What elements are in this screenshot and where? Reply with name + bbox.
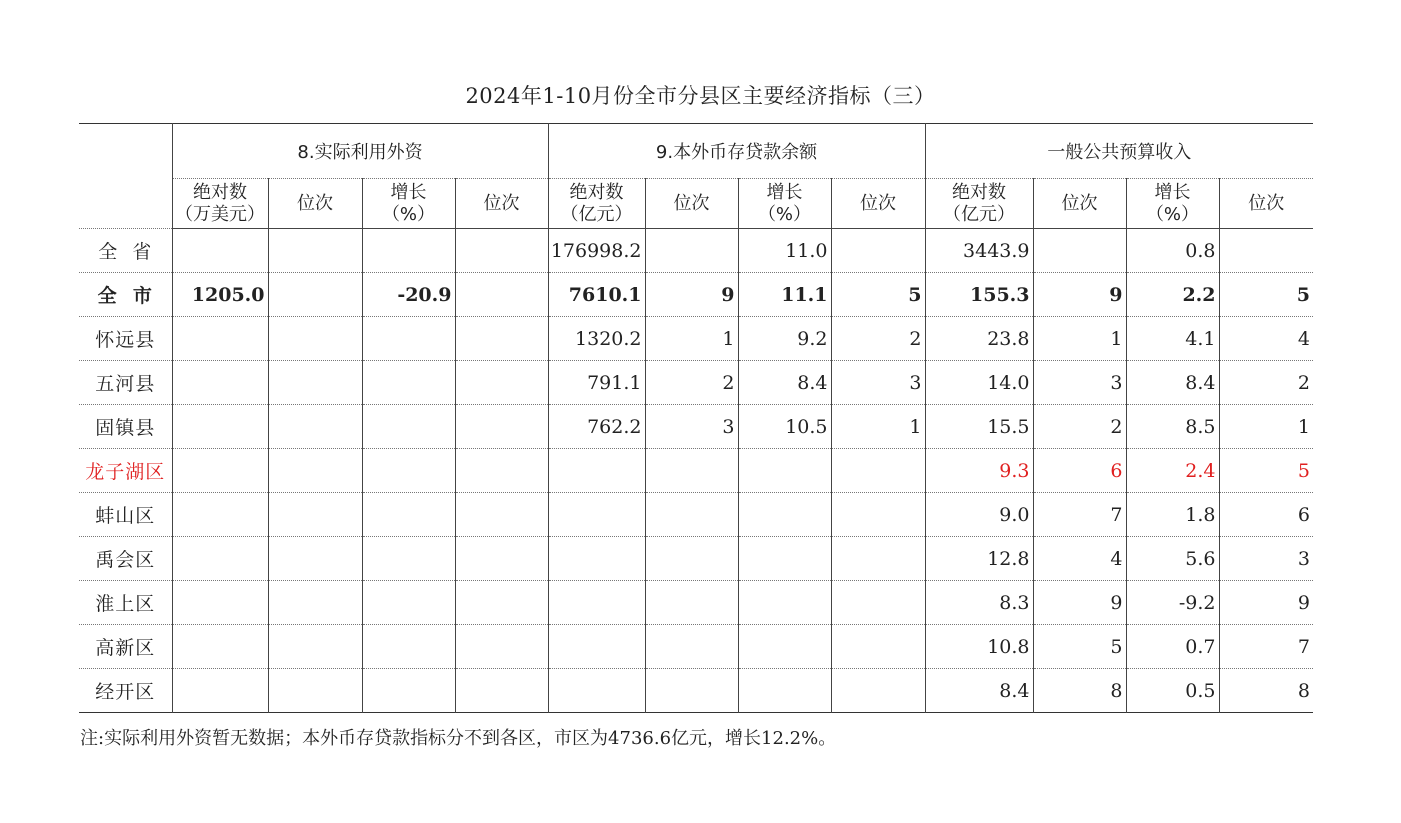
table-cell bbox=[362, 449, 455, 493]
table-cell bbox=[362, 317, 455, 361]
col-header-unit: （亿元） bbox=[560, 203, 633, 225]
col-header-label: 绝对数 bbox=[952, 181, 1006, 203]
row-region-name: 全 市 bbox=[79, 273, 172, 317]
table-cell bbox=[645, 581, 738, 625]
table-cell bbox=[268, 449, 362, 493]
group-header-deposits-loans: 9.本外币存贷款余额 bbox=[548, 124, 925, 179]
table-cell bbox=[362, 537, 455, 581]
table-cell: 6 bbox=[1033, 449, 1126, 493]
table-cell: 10.8 bbox=[925, 625, 1033, 669]
table-cell bbox=[268, 229, 362, 273]
table-cell bbox=[738, 493, 831, 537]
table-cell bbox=[738, 537, 831, 581]
table-row bbox=[79, 493, 1313, 537]
col-header-unit: （%） bbox=[1145, 203, 1200, 225]
col-header-rank: 位次 bbox=[1219, 179, 1313, 229]
table-cell bbox=[268, 581, 362, 625]
table-cell: 4 bbox=[1219, 317, 1313, 361]
col-header-rank: 位次 bbox=[268, 179, 362, 229]
table-cell bbox=[738, 669, 831, 713]
col-header-label: 绝对数 bbox=[193, 181, 247, 203]
row-region-name: 禹会区 bbox=[79, 537, 172, 581]
col-header-absolute bbox=[172, 179, 268, 229]
col-header-label: 增长 bbox=[390, 181, 427, 203]
col-header-label: 绝对数 bbox=[569, 181, 624, 203]
economic-indicators-table bbox=[79, 123, 1313, 713]
table-cell: 9 bbox=[1219, 581, 1313, 625]
col-header-rank: 位次 bbox=[645, 179, 738, 229]
table-cell bbox=[362, 361, 455, 405]
table-cell bbox=[172, 361, 268, 405]
table-cell: 5.6 bbox=[1126, 537, 1219, 581]
table-cell bbox=[548, 449, 645, 493]
row-region-name: 五河县 bbox=[79, 361, 172, 405]
table-cell bbox=[645, 229, 738, 273]
col-header-label: 增长 bbox=[1154, 181, 1191, 203]
table-row bbox=[79, 537, 1313, 581]
table-cell: 5 bbox=[1219, 273, 1313, 317]
table-cell: 6 bbox=[1219, 493, 1313, 537]
table-row bbox=[79, 317, 1313, 361]
table-cell bbox=[1219, 229, 1313, 273]
table-cell bbox=[455, 537, 548, 581]
table-cell bbox=[455, 405, 548, 449]
table-cell bbox=[455, 317, 548, 361]
table-cell bbox=[548, 625, 645, 669]
col-header-label: 增长 bbox=[766, 181, 803, 203]
table-cell bbox=[268, 361, 362, 405]
table-cell: 9 bbox=[645, 273, 738, 317]
table-cell: 3443.9 bbox=[925, 229, 1033, 273]
table-cell bbox=[831, 625, 925, 669]
table-cell bbox=[455, 669, 548, 713]
col-header-growth bbox=[738, 179, 831, 229]
table-cell: 11.0 bbox=[738, 229, 831, 273]
row-region-name: 全 省 bbox=[79, 229, 172, 273]
table-cell: 5 bbox=[1219, 449, 1313, 493]
table-cell bbox=[362, 229, 455, 273]
table-cell: 8.5 bbox=[1126, 405, 1219, 449]
table-cell: 23.8 bbox=[925, 317, 1033, 361]
table-body bbox=[79, 229, 1313, 713]
table-cell: 8.4 bbox=[925, 669, 1033, 713]
table-cell bbox=[268, 493, 362, 537]
row-region-name: 高新区 bbox=[79, 625, 172, 669]
table-cell bbox=[455, 361, 548, 405]
col-header-unit: （亿元） bbox=[943, 203, 1015, 225]
table-cell bbox=[645, 537, 738, 581]
table-row bbox=[79, 273, 1313, 317]
table-cell: 1320.2 bbox=[548, 317, 645, 361]
table-cell bbox=[362, 625, 455, 669]
table-cell bbox=[172, 669, 268, 713]
table-cell: 8.3 bbox=[925, 581, 1033, 625]
table-cell: 1 bbox=[1033, 317, 1126, 361]
table-cell bbox=[362, 405, 455, 449]
table-cell bbox=[645, 669, 738, 713]
table-cell bbox=[548, 493, 645, 537]
table-cell: 12.8 bbox=[925, 537, 1033, 581]
table-cell: 2 bbox=[645, 361, 738, 405]
table-cell: 2.2 bbox=[1126, 273, 1219, 317]
table-cell bbox=[268, 273, 362, 317]
col-header-absolute bbox=[548, 179, 645, 229]
table-cell: 5 bbox=[831, 273, 925, 317]
table-cell: 8.4 bbox=[738, 361, 831, 405]
table-cell bbox=[172, 493, 268, 537]
table-cell bbox=[645, 625, 738, 669]
table-cell: 7 bbox=[1033, 493, 1126, 537]
table-cell bbox=[268, 405, 362, 449]
table-cell: 8 bbox=[1033, 669, 1126, 713]
table-cell: 9.3 bbox=[925, 449, 1033, 493]
col-header-rank: 位次 bbox=[1033, 179, 1126, 229]
table-cell bbox=[645, 449, 738, 493]
row-region-name: 固镇县 bbox=[79, 405, 172, 449]
table-cell: 762.2 bbox=[548, 405, 645, 449]
row-region-name: 龙子湖区 bbox=[79, 449, 172, 493]
table-cell bbox=[738, 449, 831, 493]
row-region-name: 蚌山区 bbox=[79, 493, 172, 537]
table-cell: 1 bbox=[831, 405, 925, 449]
table-cell bbox=[548, 581, 645, 625]
group-header-fdi: 8.实际利用外资 bbox=[172, 124, 548, 179]
table-cell bbox=[362, 493, 455, 537]
table-cell: 0.7 bbox=[1126, 625, 1219, 669]
table-title: 2024年1-10月份全市分县区主要经济指标（三） bbox=[465, 84, 936, 108]
table-cell: 9 bbox=[1033, 581, 1126, 625]
col-header-unit: （万美元） bbox=[175, 203, 265, 225]
table-cell bbox=[455, 449, 548, 493]
table-cell bbox=[738, 625, 831, 669]
table-cell bbox=[455, 229, 548, 273]
footnote: 注:实际利用外资暂无数据；本外币存贷款指标分不到各区，市区为4736.6亿元，增长12.2%。 bbox=[80, 728, 837, 749]
table-cell: 2 bbox=[831, 317, 925, 361]
table-cell bbox=[172, 625, 268, 669]
table-cell: 7 bbox=[1219, 625, 1313, 669]
table-cell bbox=[172, 229, 268, 273]
table-cell: 11.1 bbox=[738, 273, 831, 317]
table-cell bbox=[1033, 229, 1126, 273]
table-cell: 14.0 bbox=[925, 361, 1033, 405]
table-cell: 1.8 bbox=[1126, 493, 1219, 537]
table-cell bbox=[738, 581, 831, 625]
table-cell: 4.1 bbox=[1126, 317, 1219, 361]
table-cell: 8.4 bbox=[1126, 361, 1219, 405]
table-cell bbox=[831, 537, 925, 581]
table-cell: 9.2 bbox=[738, 317, 831, 361]
table-cell: 2 bbox=[1219, 361, 1313, 405]
table-cell: 1 bbox=[1219, 405, 1313, 449]
col-header-unit: （%） bbox=[381, 203, 436, 225]
table-cell: -9.2 bbox=[1126, 581, 1219, 625]
table-row bbox=[79, 669, 1313, 713]
table-cell bbox=[455, 273, 548, 317]
table-cell: 176998.2 bbox=[548, 229, 645, 273]
table-cell bbox=[645, 493, 738, 537]
table-cell: 791.1 bbox=[548, 361, 645, 405]
table-cell bbox=[172, 537, 268, 581]
table-cell: 2.4 bbox=[1126, 449, 1219, 493]
table-cell bbox=[362, 669, 455, 713]
table-cell: 3 bbox=[1219, 537, 1313, 581]
table-row bbox=[79, 625, 1313, 669]
col-header-absolute bbox=[925, 179, 1033, 229]
col-header-rank: 位次 bbox=[455, 179, 548, 229]
table-cell bbox=[455, 581, 548, 625]
col-header-growth bbox=[362, 179, 455, 229]
table-cell: 155.3 bbox=[925, 273, 1033, 317]
table-cell bbox=[268, 537, 362, 581]
table-row bbox=[79, 361, 1313, 405]
table-cell: 0.5 bbox=[1126, 669, 1219, 713]
corner-cell bbox=[79, 124, 172, 229]
row-region-name: 怀远县 bbox=[79, 317, 172, 361]
table-cell: -20.9 bbox=[362, 273, 455, 317]
table-cell bbox=[268, 669, 362, 713]
table-row bbox=[79, 405, 1313, 449]
table-cell bbox=[548, 537, 645, 581]
table-cell: 3 bbox=[1033, 361, 1126, 405]
table-cell: 10.5 bbox=[738, 405, 831, 449]
col-header-growth bbox=[1126, 179, 1219, 229]
table-cell bbox=[362, 581, 455, 625]
table-cell: 4 bbox=[1033, 537, 1126, 581]
table-cell bbox=[172, 449, 268, 493]
table-cell bbox=[548, 669, 645, 713]
table-cell bbox=[268, 317, 362, 361]
table-cell: 2 bbox=[1033, 405, 1126, 449]
table-row bbox=[79, 229, 1313, 273]
table-cell bbox=[831, 581, 925, 625]
table-row bbox=[79, 449, 1313, 493]
table-cell bbox=[831, 669, 925, 713]
table-cell bbox=[455, 493, 548, 537]
table-cell: 9 bbox=[1033, 273, 1126, 317]
table-cell: 1 bbox=[645, 317, 738, 361]
row-region-name: 经开区 bbox=[79, 669, 172, 713]
table-cell: 9.0 bbox=[925, 493, 1033, 537]
table-cell: 15.5 bbox=[925, 405, 1033, 449]
table-cell bbox=[831, 493, 925, 537]
table-cell: 3 bbox=[645, 405, 738, 449]
table-cell bbox=[831, 229, 925, 273]
table-cell: 5 bbox=[1033, 625, 1126, 669]
table-cell: 0.8 bbox=[1126, 229, 1219, 273]
table-cell bbox=[831, 449, 925, 493]
group-header-budget-revenue: 一般公共预算收入 bbox=[925, 124, 1313, 179]
table-cell bbox=[172, 317, 268, 361]
row-region-name: 淮上区 bbox=[79, 581, 172, 625]
table-cell bbox=[172, 581, 268, 625]
col-header-unit: （%） bbox=[757, 203, 812, 225]
table-cell: 7610.1 bbox=[548, 273, 645, 317]
table-cell bbox=[172, 405, 268, 449]
table-row bbox=[79, 581, 1313, 625]
table-cell bbox=[268, 625, 362, 669]
table-cell bbox=[455, 625, 548, 669]
table-cell: 3 bbox=[831, 361, 925, 405]
col-header-rank: 位次 bbox=[831, 179, 925, 229]
table-cell: 8 bbox=[1219, 669, 1313, 713]
table-cell: 1205.0 bbox=[172, 273, 268, 317]
